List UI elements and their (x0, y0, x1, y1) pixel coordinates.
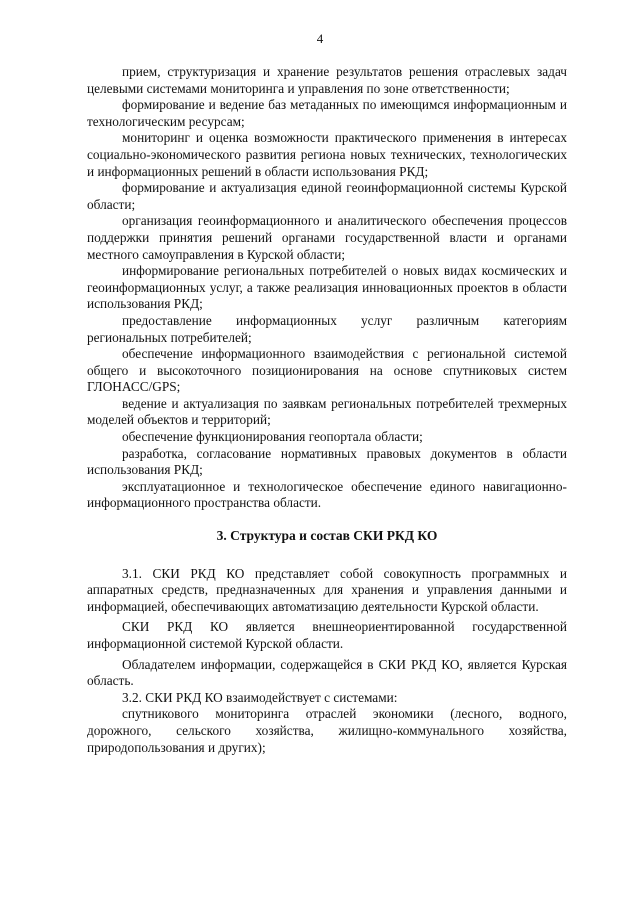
list-item: предоставление информационных услуг различным категориям региональных потребителей; (87, 312, 567, 345)
list-item: разработка, согласование нормативных правовых документов в области использования РКД; (87, 445, 567, 478)
section-paragraph: 3.2. СКИ РКД КО взаимодействует с системами: (122, 689, 398, 705)
page-number: 4 (316, 31, 324, 46)
list-item: обеспечение информационного взаимодействия с региональной системой общего и высокоточного позиционирования на основе спутниковых систем ГЛОНАСС/GPS; (87, 346, 567, 395)
list-item: ведение и актуализация по заявкам региональных потребителей трехмерных моделей объектов и территорий; (87, 395, 567, 428)
section-paragraph: Обладателем информации, содержащейся в СКИ РКД КО, является Курская область. (87, 656, 567, 689)
section-heading: 3. Структура и состав СКИ РКД КО (216, 528, 438, 544)
list-item: обеспечение функционирования геопортала области; (122, 429, 423, 445)
section-paragraph: спутникового мониторинга отраслей экономики (лесного, водного, дорожного, сельского хозяйства, жилищно-коммунального хозяйства, природопользования и других); (87, 706, 567, 755)
list-item: информирование региональных потребителей о новых видах космических и геоинформационных услуг, а также реализация инновационных проектов в области использования РКД; (87, 263, 567, 312)
list-item: формирование и ведение баз метаданных по имеющимся информационным и технологическим ресурсам; (87, 97, 567, 129)
list-item: прием, структуризация и хранение результатов решения отраслевых задач целевыми системами мониторинга и управления по зоне ответственности; (87, 64, 567, 96)
section-paragraph: 3.1. СКИ РКД КО представляет собой совокупность программных и аппаратных средств, предназначенных для хранения и управления данными и информацией, обеспечивающих автоматизацию деятельности Курской области. (87, 565, 567, 614)
list-item: мониторинг и оценка возможности практического применения в интересах социально-экономического развития региона новых технических, технологических и информационных решений в области использования РКД; (87, 130, 567, 179)
list-item: организация геоинформационного и аналитического обеспечения процессов поддержки принятия решений органами государственной власти и органами местного самоуправления в Курской области; (87, 213, 567, 262)
section-paragraph: СКИ РКД КО является внешнеориентированной государственной информационной системой Курской области. (87, 619, 567, 651)
document-body (87, 64, 567, 756)
list-item: формирование и актуализация единой геоинформационной системы Курской области; (87, 180, 567, 212)
list-item: эксплуатационное и технологическое обеспечение единого навигационно-информационного пространства области. (87, 478, 567, 511)
